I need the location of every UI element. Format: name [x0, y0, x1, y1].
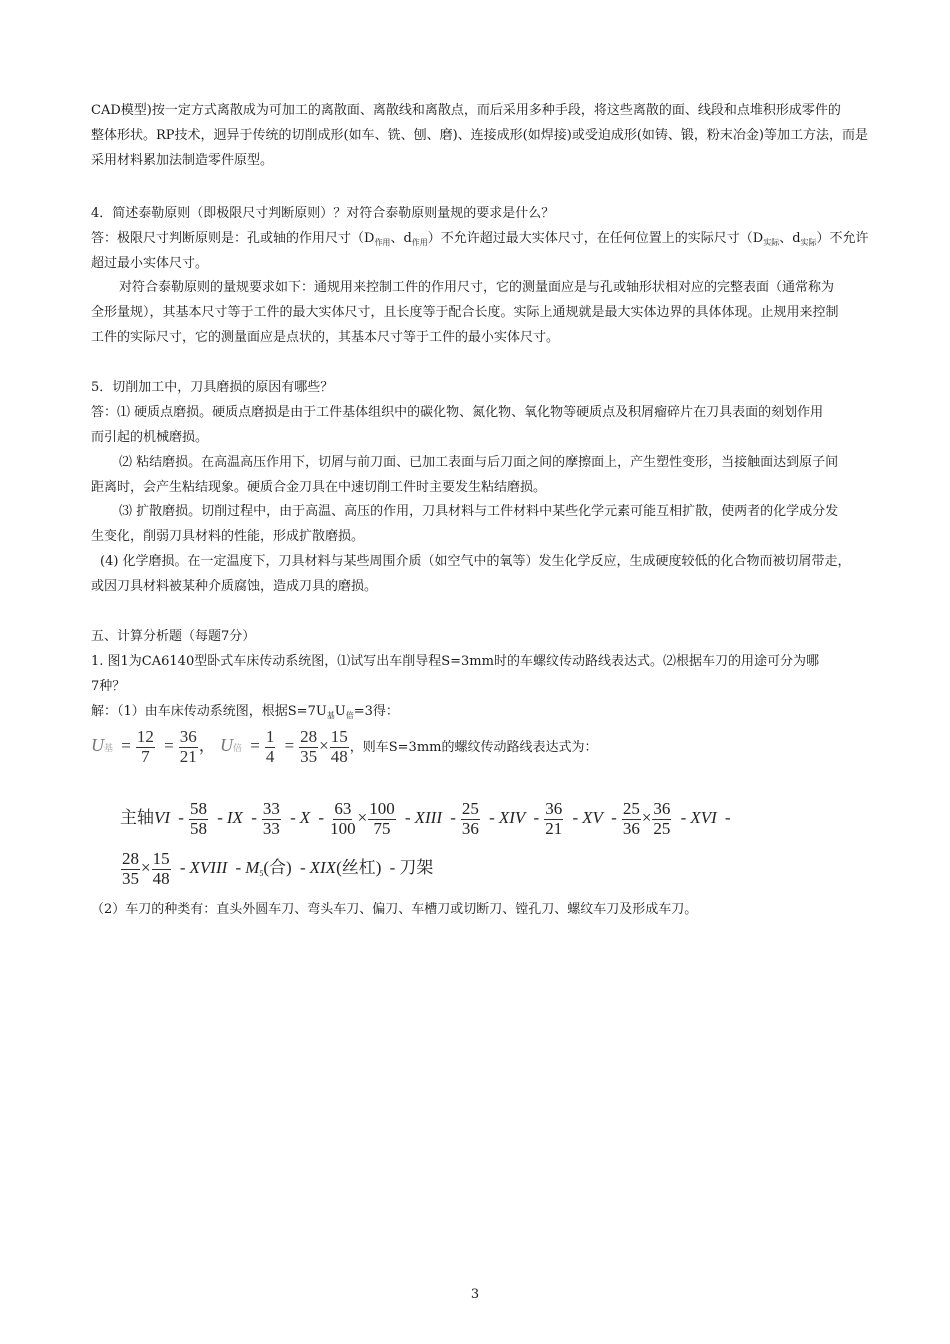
subscript: 倍	[232, 743, 242, 754]
fraction: $\frac{33}{33}$	[262, 799, 280, 838]
question-4-title: 4．简述泰勒原则（即极限尺寸判断原则）？对符合泰勒原则量规的要求是什么？	[91, 206, 555, 221]
page-number: 3	[470, 1287, 480, 1302]
text: 刀架	[399, 858, 434, 878]
fraction: $\frac{36}{21}$	[179, 727, 197, 766]
roman-numeral: X	[299, 808, 311, 828]
comma: ，	[198, 736, 216, 756]
roman-numeral: XIX	[309, 858, 337, 878]
text: ）不允许超过最大实体尺寸，在任何位置上的实际尺寸（D	[427, 231, 764, 246]
roman-numeral: VI	[154, 808, 171, 828]
operator: =	[284, 736, 295, 756]
fraction: $\frac{12}{7}$	[136, 727, 154, 766]
subscript: 实际	[763, 238, 780, 247]
paragraph-line: 采用材料累加法制造零件原型。	[91, 153, 274, 168]
symbol: U	[219, 735, 233, 756]
fraction: $\frac{25}{36}$	[461, 799, 479, 838]
text: ）不允许	[816, 231, 869, 246]
paragraph-line: 工件的实际尺寸，它的测量面应是点状的，其基本尺寸等于工件的最小实体尺寸。	[91, 330, 560, 345]
text: 解：（1）由车床传动系统图，根据S=7U	[91, 704, 327, 719]
paragraph-line: 7种？	[91, 679, 126, 694]
paragraph-line: 距离时，会产生粘结现象。硬质合金刀具在中速切削工件时主要发生粘结磨损。	[91, 480, 547, 495]
paragraph-line: 超过最小实体尺寸。	[91, 256, 209, 271]
paragraph-line: ⑶ 扩散磨损。切削过程中，由于高温、高压的作用，刀具材料与工件材料中某些化学元素可能互相扩散，使两者的化学成分发	[119, 504, 839, 519]
paragraph-line: （2）车刀的种类有：直头外圆车刀、弯头车刀、偏刀、车槽刀或切断刀、镗孔刀、螺纹车刀及形成车刀。	[91, 902, 698, 917]
paragraph-line: (4) 化学磨损。在一定温度下，刀具材料与某些周围介质（如空气中的氧等）发生化学反应，生成硬度较低的化合物而被切屑带走，	[100, 554, 851, 569]
subscript: 作用	[411, 238, 428, 247]
paragraph-line: 生变化，削弱刀具材料的性能，形成扩散磨损。	[91, 529, 365, 544]
roman-numeral: IX	[226, 808, 243, 828]
roman-numeral: XIII	[414, 808, 442, 828]
question-5-title: 5．切削加工中，刀具磨损的原因有哪些？	[91, 380, 334, 395]
text: 主轴	[120, 808, 154, 828]
text: 、d	[390, 231, 412, 246]
subscript: 实际	[800, 238, 817, 247]
operator: =	[250, 736, 260, 756]
text: 答：极限尺寸判断原则是：孔或轴的作用尺寸（D	[91, 231, 375, 246]
subscript: 基	[326, 711, 335, 720]
formula-transmission-route-continued: $\frac{28}{35}$ × $\frac{15}{48}$ - XVIII - M5(合) - XIX(丝杠) - 刀架	[122, 849, 434, 888]
fraction: $\frac{1}{4}$	[265, 727, 275, 766]
fraction: $\frac{28}{35}$	[122, 849, 139, 888]
fraction: $\frac{28}{35}$	[300, 727, 318, 766]
paragraph-line: 对符合泰勒原则的量规要求如下：通规用来控制工件的作用尺寸，它的测量面应是与孔或轴形状相对应的完整表面（通常称为	[119, 280, 835, 295]
subscript: 5	[259, 869, 264, 879]
text: (丝杠)	[336, 858, 382, 878]
text: ，则车S=3mm的螺纹传动路线表达式为：	[349, 740, 598, 756]
roman-numeral: XIV	[498, 808, 526, 828]
paragraph-line: ⑵ 粘结磨损。在高温高压作用下，切屑与前刀面、已加工表面与后刀面之间的摩擦面上，产生塑性变形，当接触面达到原子间	[119, 455, 839, 470]
paragraph-line: 或因刀具材料被某种介质腐蚀，造成刀具的磨损。	[91, 579, 378, 594]
paragraph-line: 整体形状。RP技术，迥异于传统的切削成形(如车、铣、刨、磨)、连接成形(如焊接)或受迫成形(如铸、锻，粉末冶金)等加工方法，而是	[91, 128, 868, 143]
text: =3得：	[353, 704, 399, 719]
paragraph-line: CAD模型)按一定方式离散成为可加工的离散面、离散线和离散点，而后采用多种手段，将这些离散的面、线段和点堆积形成零件的	[91, 103, 841, 118]
text: U	[334, 704, 346, 719]
section-title: 五、计算分析题（每题7分）	[91, 629, 256, 644]
subscript: 倍	[345, 711, 354, 720]
fraction: $\frac{63}{100}$	[330, 799, 356, 838]
paragraph-line: 全形量规），其基本尺寸等于工件的最大实体尺寸，且长度等于配合长度。实际上通规就是最大实体边界的具体体现。止规用来控制	[91, 305, 839, 320]
formula-ratio	[91, 728, 597, 766]
subscript: 作用	[374, 238, 391, 247]
text: 、d	[779, 231, 801, 246]
paragraph-line: 而引起的机械磨损。	[91, 430, 209, 445]
fraction: $\frac{58}{58}$	[189, 799, 207, 838]
operator: =	[121, 736, 131, 756]
roman-numeral: XVIII	[189, 858, 228, 878]
fraction: $\frac{15}{48}$	[152, 849, 170, 888]
roman-numeral: XV	[582, 808, 603, 828]
symbol: M	[245, 858, 260, 878]
operator: =	[164, 736, 174, 756]
roman-numeral: XVI	[690, 808, 717, 828]
question-4-answer-line	[91, 227, 901, 252]
fraction: $\frac{36}{21}$	[545, 799, 563, 838]
formula-transmission-route: 主轴VI - $\frac{58}{58}$ - IX - $\frac{33}{33}$ - X - $\frac{63}{100}$ × $\frac{100}{75}$ - XIII - $\frac{25}{36}$ - XIV - $\frac{36}{21}$ - XV - $\frac{25}{36}$ × $\frac{36}{25}$ - XVI -	[120, 799, 731, 838]
fraction: $\frac{100}{75}$	[369, 799, 395, 838]
subscript: 基	[104, 743, 114, 754]
fraction: $\frac{36}{25}$	[653, 799, 671, 838]
symbol: U	[91, 735, 104, 756]
paragraph-line: 1. 图1为CA6140型卧式车床传动系统图，⑴试写出车削导程S=3mm时的车螺纹传动路线表达式。⑵根据车刀的用途可分为哪	[91, 654, 819, 669]
fraction: $\frac{15}{48}$	[330, 727, 348, 766]
fraction: $\frac{25}{36}$	[622, 799, 640, 838]
paragraph-line: 答：⑴ 硬质点磨损。硬质点磨损是由于工件基体组织中的碳化物、氮化物、氧化物等硬质点及积屑瘤碎片在刀具表面的刻划作用	[91, 405, 824, 420]
solution-line	[91, 700, 901, 725]
operator: ×	[319, 736, 329, 756]
text: (合)	[263, 858, 292, 878]
